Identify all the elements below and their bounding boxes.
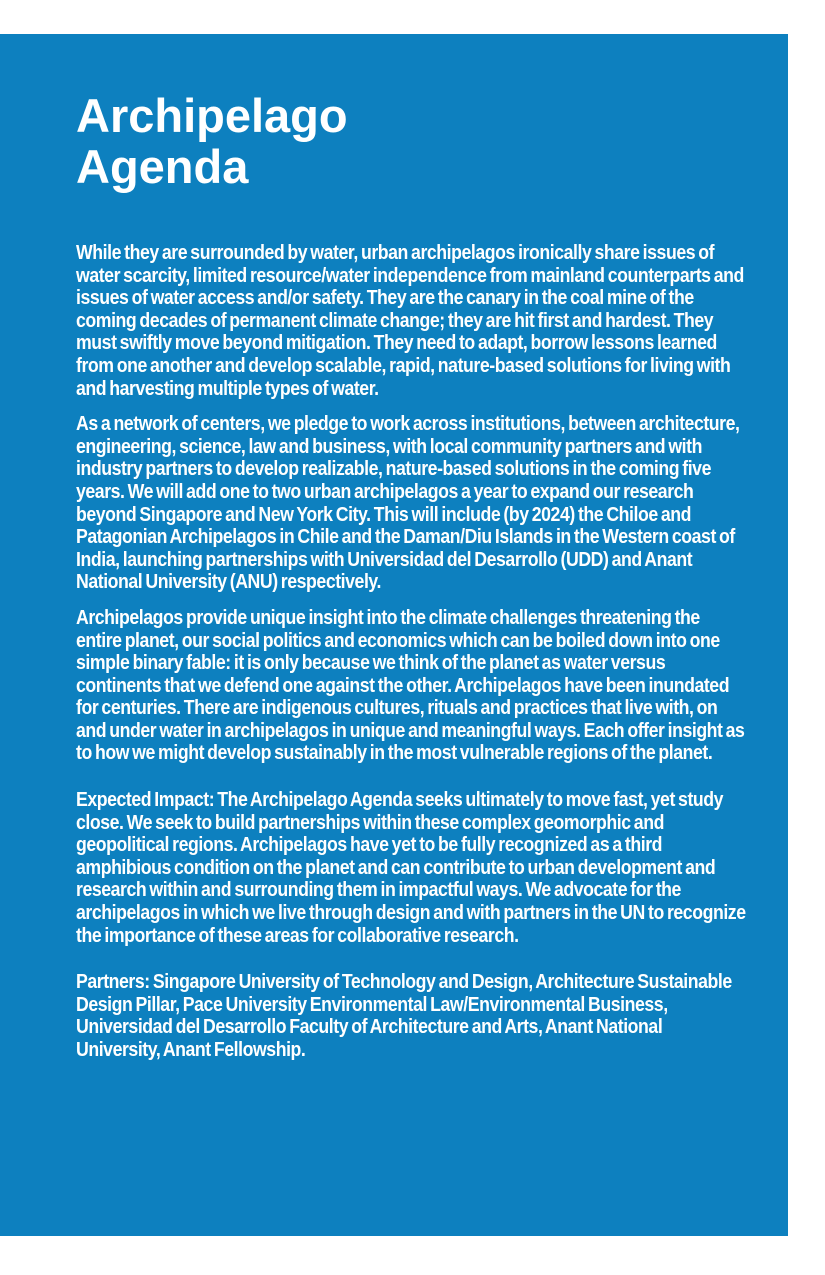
document-title: Archipelago Agenda	[76, 89, 348, 193]
paragraph-expected-impact: Expected Impact: The Archipelago Agenda seeks ultimately to move fast, yet study close. We seek to build partnerships within these complex geomorphic and geopolitical regions. Archipelagos have yet to be fully recognized as a third amphibious condition on the planet and can contribute to urban development and research within and surrounding them in impactful ways. We advocate for the archipelagos in which we live through design and with partners in the UN to recognize the importance of these areas for collaborative research.	[76, 789, 746, 947]
paragraph-water-scarcity: While they are surrounded by water, urban archipelagos ironically share issues of water scarcity, limited resource/water independence from mainland counterparts and issues of water access and/or safety. They are the canary in the coal mine of the coming decades of permanent climate change; they are hit first and hardest. They must swiftly move beyond mitigation. They need to adapt, borrow lessons learned from one another and develop scalable, rapid, nature-based solutions for living with and harvesting multiple types of water.	[76, 242, 744, 400]
paragraph-network-pledge: As a network of centers, we pledge to work across institutions, between architecture, engineering, science, law and business, with local community partners and with industry partners to develop realizable, nature-based solutions in the coming five years. We will add one to two urban archipelagos a year to expand our research beyond Singapore and New York City. This will include (by 2024) the Chiloe and Patagonian Archipelagos in Chile and the Daman/Diu Islands in the Western coast of India, launching partnerships with Universidad del Desarrollo (UDD) and Anant National University (ANU) respectively.	[76, 413, 740, 594]
paragraph-partners: Partners: Singapore University of Technology and Design, Architecture Sustainable Design Pillar, Pace University Environmental Law/Environmental Business, Universidad del Desarrollo Faculty of Architecture and Arts, Anant National University, Anant Fellowship.	[76, 971, 732, 1061]
paragraph-unique-insight: Archipelagos provide unique insight into the climate challenges threatening the entire planet, our social politics and economics which can be boiled down into one simple binary fable: it is only because we think of the planet as water versus continents that we defend one against the other. Archipelagos have been inundated for centuries. There are indigenous cultures, rituals and practices that live with, on and under water in archipelagos in unique and meaningful ways. Each offer insight as to how we might develop sustainably in the most vulnerable regions of the planet.	[76, 606, 745, 765]
blue-panel	[0, 34, 788, 1236]
document-body	[76, 242, 747, 1062]
